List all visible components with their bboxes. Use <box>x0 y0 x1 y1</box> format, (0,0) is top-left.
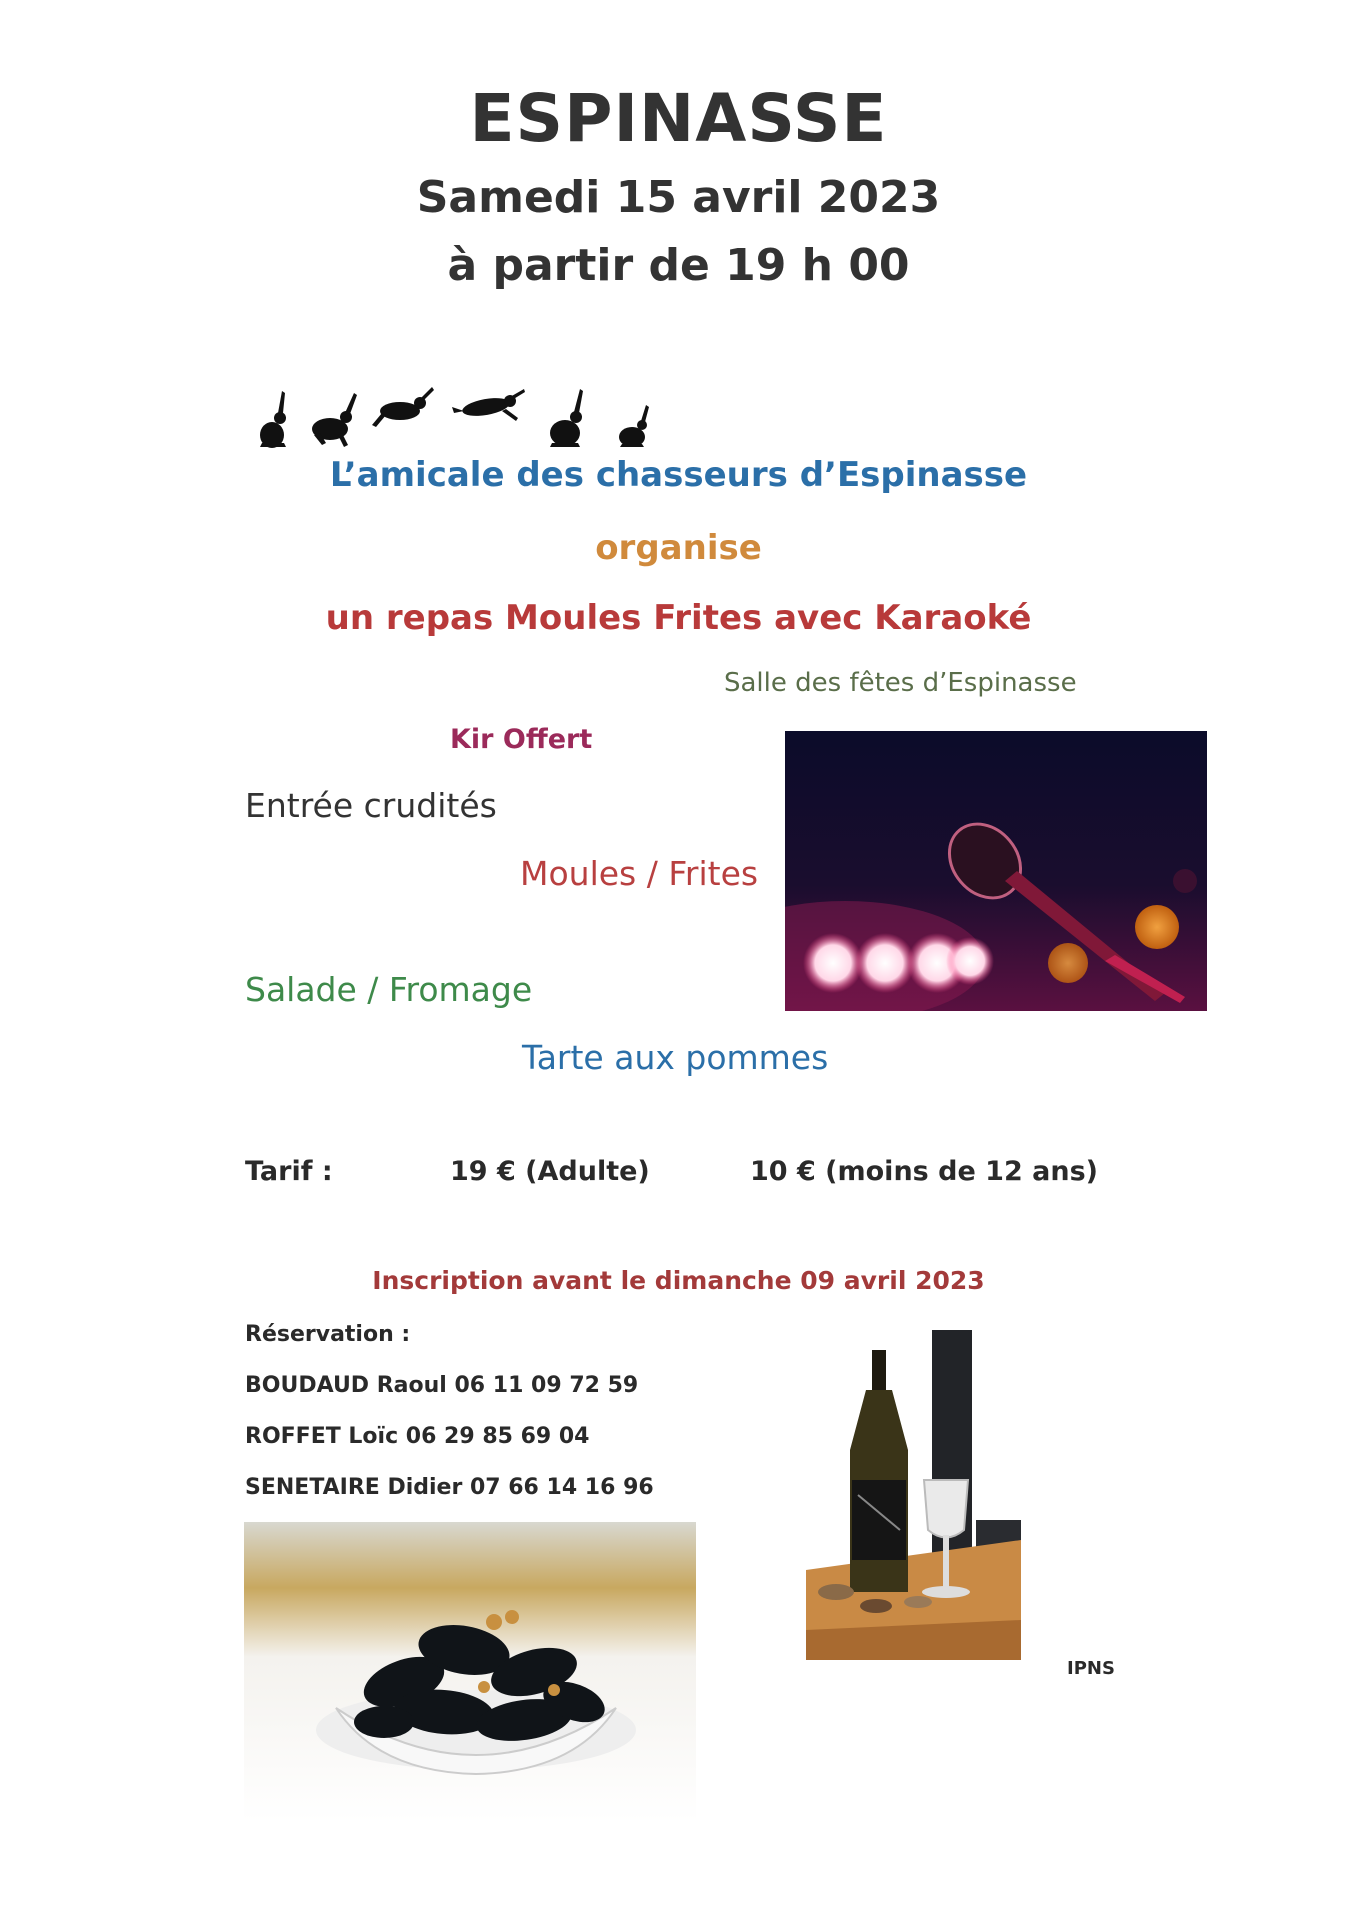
mussels-dish-image <box>244 1522 696 1822</box>
inscription-deadline: Inscription avant le dimanche 09 avril 2023 <box>372 1266 985 1295</box>
reservation-contact: ROFFET Loïc 06 29 85 69 04 <box>245 1424 590 1449</box>
tarif-adulte: 19 € (Adulte) <box>450 1156 650 1187</box>
wine-bottle-image <box>806 1330 1021 1660</box>
organise-label: organise <box>595 528 762 568</box>
menu-dessert: Tarte aux pommes <box>522 1038 829 1077</box>
menu-plat: Moules / Frites <box>520 854 759 893</box>
venue: Salle des fêtes d’Espinasse <box>724 668 1077 698</box>
karaoke-microphone-image <box>785 731 1207 1011</box>
hares-silhouettes-icon <box>250 385 670 455</box>
association-name: L’amicale des chasseurs d’Espinasse <box>329 455 1028 495</box>
menu-kir: Kir Offert <box>450 724 593 755</box>
association-logo <box>250 385 670 455</box>
reservation-contact: BOUDAUD Raoul 06 11 09 72 59 <box>245 1373 639 1398</box>
tarif-label: Tarif : <box>245 1156 333 1187</box>
reservation-contact: SENETAIRE Didier 07 66 14 16 96 <box>245 1475 654 1500</box>
menu-salade: Salade / Fromage <box>245 970 533 1009</box>
event-date: Samedi 15 avril 2023 <box>416 172 941 223</box>
event-time: à partir de 19 h 00 <box>447 240 910 291</box>
town-title: ESPINASSE <box>469 80 888 157</box>
reservation-title: Réservation : <box>245 1322 411 1347</box>
event-description: un repas Moules Frites avec Karaoké <box>325 598 1032 638</box>
ipns-label: IPNS <box>1067 1658 1115 1679</box>
menu-entree: Entrée crudités <box>245 786 497 825</box>
tarif-enfant: 10 € (moins de 12 ans) <box>750 1156 1098 1187</box>
